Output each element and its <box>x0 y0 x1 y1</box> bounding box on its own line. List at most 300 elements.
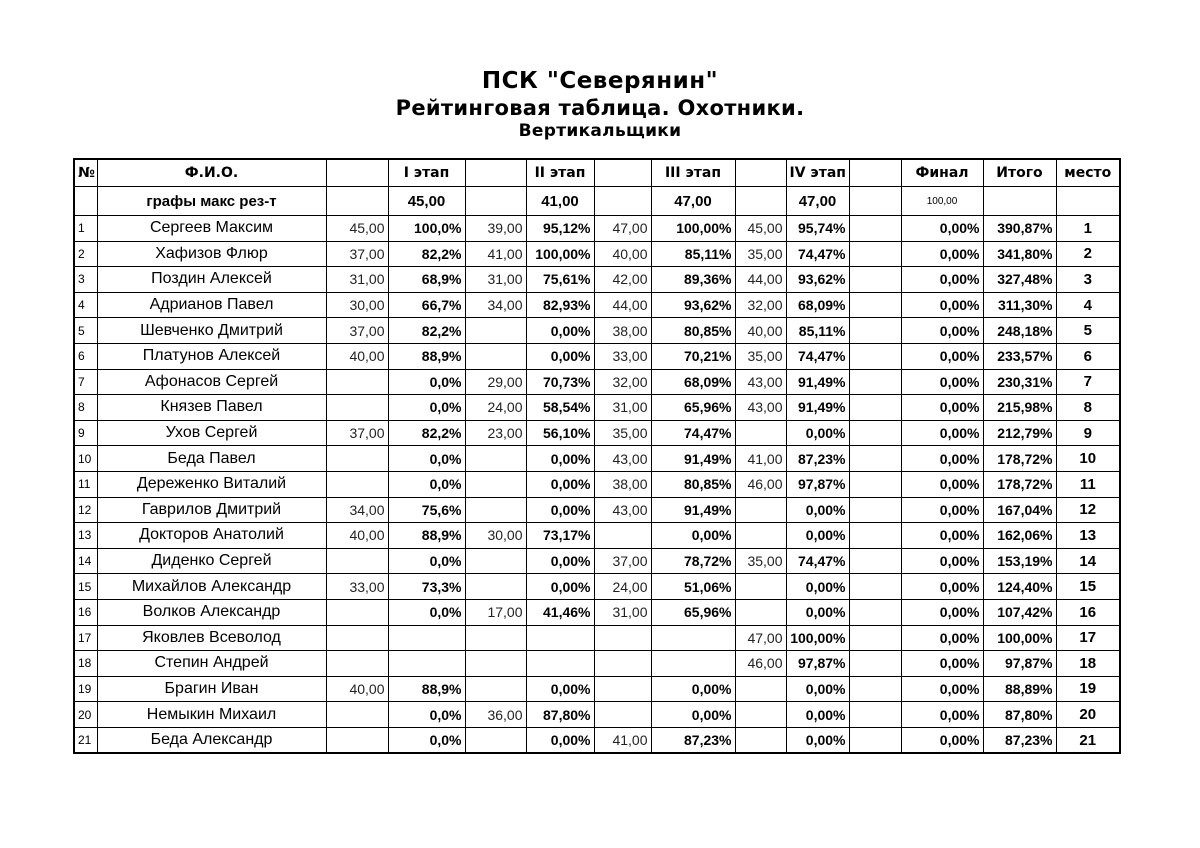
row-number: 3 <box>74 267 97 293</box>
stage4-score: 40,00 <box>735 318 786 344</box>
header-stage1: I этап <box>388 159 465 187</box>
stage1-percent: 66,7% <box>388 292 465 318</box>
stage4-percent: 74,47% <box>786 241 849 267</box>
total-percent: 215,98% <box>983 395 1056 421</box>
stage2-score <box>465 676 526 702</box>
participant-name: Шевченко Дмитрий <box>97 318 326 344</box>
stage4-percent: 100,00% <box>786 625 849 651</box>
stage3-score <box>594 676 651 702</box>
stage2-score: 23,00 <box>465 420 526 446</box>
max-number-cell <box>74 187 97 216</box>
max-final-score-cell <box>849 187 901 216</box>
row-number: 8 <box>74 395 97 421</box>
header-stage4: IV этап <box>786 159 849 187</box>
stage4-percent: 95,74% <box>786 216 849 242</box>
header-stage1-score <box>326 159 388 187</box>
stage4-score: 35,00 <box>735 241 786 267</box>
total-percent: 212,79% <box>983 420 1056 446</box>
participant-name: Князев Павел <box>97 395 326 421</box>
stage2-score: 29,00 <box>465 369 526 395</box>
stage2-percent: 73,17% <box>526 523 594 549</box>
final-score <box>849 727 901 753</box>
stage1-score: 40,00 <box>326 676 388 702</box>
final-score <box>849 369 901 395</box>
table-row <box>74 676 1120 702</box>
place: 5 <box>1056 318 1120 344</box>
table-row <box>74 599 1120 625</box>
final-percent: 0,00% <box>901 574 983 600</box>
stage4-percent: 74,47% <box>786 548 849 574</box>
category-title: Вертикальщики <box>518 121 682 141</box>
table-row <box>74 369 1120 395</box>
final-percent: 0,00% <box>901 702 983 728</box>
stage1-score: 31,00 <box>326 267 388 293</box>
final-percent: 0,00% <box>901 343 983 369</box>
place: 21 <box>1056 727 1120 753</box>
stage1-score: 37,00 <box>326 420 388 446</box>
stage1-score: 34,00 <box>326 497 388 523</box>
row-number: 20 <box>74 702 97 728</box>
stage2-percent: 0,00% <box>526 318 594 344</box>
stage3-percent <box>651 651 735 677</box>
stage3-score: 40,00 <box>594 241 651 267</box>
total-percent: 248,18% <box>983 318 1056 344</box>
place: 12 <box>1056 497 1120 523</box>
stage4-percent: 74,47% <box>786 343 849 369</box>
header-stage4-score <box>735 159 786 187</box>
stage3-score <box>594 625 651 651</box>
row-number: 19 <box>74 676 97 702</box>
stage1-percent: 0,0% <box>388 369 465 395</box>
place: 20 <box>1056 702 1120 728</box>
stage3-score: 43,00 <box>594 446 651 472</box>
participant-name: Платунов Алексей <box>97 343 326 369</box>
total-percent: 311,30% <box>983 292 1056 318</box>
participant-name: Немыкин Михаил <box>97 702 326 728</box>
participant-name: Афонасов Сергей <box>97 369 326 395</box>
max-place-cell <box>1056 187 1120 216</box>
place: 7 <box>1056 369 1120 395</box>
stage1-percent: 0,0% <box>388 395 465 421</box>
final-percent: 0,00% <box>901 471 983 497</box>
stage3-score: 31,00 <box>594 599 651 625</box>
participant-name: Степин Андрей <box>97 651 326 677</box>
place: 8 <box>1056 395 1120 421</box>
stage2-score <box>465 343 526 369</box>
stage3-percent: 93,62% <box>651 292 735 318</box>
final-percent: 0,00% <box>901 625 983 651</box>
stage2-percent: 56,10% <box>526 420 594 446</box>
stage3-percent <box>651 625 735 651</box>
stage4-score: 43,00 <box>735 369 786 395</box>
table-row <box>74 702 1120 728</box>
stage1-percent: 0,0% <box>388 727 465 753</box>
stage1-score: 40,00 <box>326 343 388 369</box>
stage3-percent: 0,00% <box>651 523 735 549</box>
max-stage4-score-cell <box>735 187 786 216</box>
stage2-score: 17,00 <box>465 599 526 625</box>
stage1-score: 37,00 <box>326 241 388 267</box>
stage3-percent: 89,36% <box>651 267 735 293</box>
stage3-score: 41,00 <box>594 727 651 753</box>
final-percent: 0,00% <box>901 420 983 446</box>
stage4-percent: 93,62% <box>786 267 849 293</box>
stage3-percent: 70,21% <box>651 343 735 369</box>
stage1-percent: 82,2% <box>388 241 465 267</box>
final-percent: 0,00% <box>901 676 983 702</box>
stage1-score <box>326 471 388 497</box>
max-stage4: 47,00 <box>786 187 849 216</box>
stage3-percent: 0,00% <box>651 702 735 728</box>
stage2-percent: 0,00% <box>526 676 594 702</box>
final-score <box>849 676 901 702</box>
table-row <box>74 625 1120 651</box>
total-percent: 390,87% <box>983 216 1056 242</box>
final-percent: 0,00% <box>901 497 983 523</box>
stage2-score: 34,00 <box>465 292 526 318</box>
stage4-score: 35,00 <box>735 343 786 369</box>
table-row <box>74 267 1120 293</box>
max-stage3-score-cell <box>594 187 651 216</box>
final-score <box>849 702 901 728</box>
stage3-percent: 65,96% <box>651 395 735 421</box>
place: 14 <box>1056 548 1120 574</box>
stage2-percent: 0,00% <box>526 574 594 600</box>
rating-table <box>73 158 1121 754</box>
total-percent: 100,00% <box>983 625 1056 651</box>
stage2-percent: 58,54% <box>526 395 594 421</box>
stage1-score <box>326 625 388 651</box>
header-total: Итого <box>983 159 1056 187</box>
stage4-score <box>735 702 786 728</box>
row-number: 12 <box>74 497 97 523</box>
stage2-score <box>465 318 526 344</box>
final-score <box>849 267 901 293</box>
participant-name: Ухов Сергей <box>97 420 326 446</box>
stage2-percent: 0,00% <box>526 497 594 523</box>
row-number: 7 <box>74 369 97 395</box>
stage1-score <box>326 446 388 472</box>
final-percent: 0,00% <box>901 727 983 753</box>
stage1-score <box>326 651 388 677</box>
stage3-percent: 0,00% <box>651 676 735 702</box>
stage1-percent: 88,9% <box>388 523 465 549</box>
stage2-score: 24,00 <box>465 395 526 421</box>
participant-name: Михайлов Александр <box>97 574 326 600</box>
participant-name: Брагин Иван <box>97 676 326 702</box>
final-score <box>849 625 901 651</box>
place: 10 <box>1056 446 1120 472</box>
participant-name: Беда Александр <box>97 727 326 753</box>
max-stage1: 45,00 <box>388 187 465 216</box>
stage3-percent: 74,47% <box>651 420 735 446</box>
stage2-percent <box>526 651 594 677</box>
total-percent: 327,48% <box>983 267 1056 293</box>
stage1-percent: 0,0% <box>388 599 465 625</box>
stage2-score <box>465 548 526 574</box>
header-stage2: II этап <box>526 159 594 187</box>
final-score <box>849 292 901 318</box>
final-percent: 0,00% <box>901 599 983 625</box>
stage3-score: 43,00 <box>594 497 651 523</box>
participant-name: Волков Александр <box>97 599 326 625</box>
place: 11 <box>1056 471 1120 497</box>
stage4-percent: 91,49% <box>786 369 849 395</box>
final-score <box>849 241 901 267</box>
final-score <box>849 216 901 242</box>
stage3-percent: 80,85% <box>651 471 735 497</box>
table-row <box>74 651 1120 677</box>
stage4-percent: 85,11% <box>786 318 849 344</box>
final-percent: 0,00% <box>901 446 983 472</box>
stage2-percent: 70,73% <box>526 369 594 395</box>
stage3-score: 47,00 <box>594 216 651 242</box>
stage1-percent: 0,0% <box>388 548 465 574</box>
row-number: 18 <box>74 651 97 677</box>
max-final: 100,00 <box>901 187 983 216</box>
final-percent: 0,00% <box>901 216 983 242</box>
header-place: место <box>1056 159 1120 187</box>
stage4-percent: 0,00% <box>786 497 849 523</box>
stage1-percent: 75,6% <box>388 497 465 523</box>
table-row <box>74 574 1120 600</box>
place: 6 <box>1056 343 1120 369</box>
final-percent: 0,00% <box>901 369 983 395</box>
row-number: 6 <box>74 343 97 369</box>
stage2-percent: 41,46% <box>526 599 594 625</box>
row-number: 16 <box>74 599 97 625</box>
row-number: 11 <box>74 471 97 497</box>
participant-name: Докторов Анатолий <box>97 523 326 549</box>
stage4-score: 47,00 <box>735 625 786 651</box>
stage1-percent: 68,9% <box>388 267 465 293</box>
club-title: ПСК "Северянин" <box>481 68 719 94</box>
row-number: 10 <box>74 446 97 472</box>
stage4-percent: 91,49% <box>786 395 849 421</box>
total-percent: 124,40% <box>983 574 1056 600</box>
final-score <box>849 395 901 421</box>
participant-name: Гаврилов Дмитрий <box>97 497 326 523</box>
stage3-score: 33,00 <box>594 343 651 369</box>
table-row <box>74 471 1120 497</box>
stage2-percent: 0,00% <box>526 471 594 497</box>
stage3-percent: 65,96% <box>651 599 735 625</box>
max-stage1-score-cell <box>326 187 388 216</box>
stage2-percent: 0,00% <box>526 343 594 369</box>
max-result-row <box>74 187 1120 216</box>
total-percent: 97,87% <box>983 651 1056 677</box>
stage4-score <box>735 497 786 523</box>
participant-name: Диденко Сергей <box>97 548 326 574</box>
participant-name: Сергеев Максим <box>97 216 326 242</box>
header-name: Ф.И.О. <box>97 159 326 187</box>
final-score <box>849 446 901 472</box>
max-stage3: 47,00 <box>651 187 735 216</box>
stage1-score <box>326 548 388 574</box>
stage3-percent: 91,49% <box>651 497 735 523</box>
header-number: № <box>74 159 97 187</box>
row-number: 2 <box>74 241 97 267</box>
stage3-percent: 80,85% <box>651 318 735 344</box>
stage1-percent: 0,0% <box>388 471 465 497</box>
stage3-score: 32,00 <box>594 369 651 395</box>
stage1-score <box>326 599 388 625</box>
stage1-percent <box>388 651 465 677</box>
row-number: 15 <box>74 574 97 600</box>
stage1-score <box>326 727 388 753</box>
table-row <box>74 318 1120 344</box>
row-number: 21 <box>74 727 97 753</box>
stage4-percent: 0,00% <box>786 420 849 446</box>
place: 4 <box>1056 292 1120 318</box>
stage3-score: 38,00 <box>594 471 651 497</box>
stage4-percent: 0,00% <box>786 523 849 549</box>
stage3-score: 42,00 <box>594 267 651 293</box>
final-score <box>849 574 901 600</box>
stage1-score: 40,00 <box>326 523 388 549</box>
total-percent: 178,72% <box>983 471 1056 497</box>
stage2-percent: 87,80% <box>526 702 594 728</box>
max-result-label: графы макс рез-т <box>97 187 326 216</box>
header-stage2-score <box>465 159 526 187</box>
stage1-score: 45,00 <box>326 216 388 242</box>
total-percent: 178,72% <box>983 446 1056 472</box>
final-percent: 0,00% <box>901 318 983 344</box>
final-score <box>849 343 901 369</box>
stage2-score: 41,00 <box>465 241 526 267</box>
stage4-score <box>735 523 786 549</box>
stage4-score <box>735 574 786 600</box>
stage4-score: 46,00 <box>735 471 786 497</box>
table-row <box>74 497 1120 523</box>
stage4-score <box>735 420 786 446</box>
table-subtitle: Рейтинговая таблица. Охотники. <box>395 96 805 120</box>
stage2-score: 36,00 <box>465 702 526 728</box>
stage2-score: 39,00 <box>465 216 526 242</box>
final-score <box>849 523 901 549</box>
stage1-percent: 0,0% <box>388 446 465 472</box>
stage2-score <box>465 625 526 651</box>
stage2-percent: 100,00% <box>526 241 594 267</box>
stage3-score <box>594 702 651 728</box>
place: 18 <box>1056 651 1120 677</box>
row-number: 5 <box>74 318 97 344</box>
table-row <box>74 446 1120 472</box>
stage4-score <box>735 676 786 702</box>
stage4-percent: 87,23% <box>786 446 849 472</box>
table-row <box>74 523 1120 549</box>
stage2-percent: 82,93% <box>526 292 594 318</box>
stage2-percent <box>526 625 594 651</box>
stage3-percent: 68,09% <box>651 369 735 395</box>
participant-name: Адрианов Павел <box>97 292 326 318</box>
stage2-score: 30,00 <box>465 523 526 549</box>
stage4-percent: 97,87% <box>786 651 849 677</box>
stage3-score: 31,00 <box>594 395 651 421</box>
place: 17 <box>1056 625 1120 651</box>
stage4-percent: 0,00% <box>786 702 849 728</box>
table-row <box>74 395 1120 421</box>
stage3-score <box>594 523 651 549</box>
final-score <box>849 651 901 677</box>
stage2-score <box>465 651 526 677</box>
participant-name: Яковлев Всеволод <box>97 625 326 651</box>
total-percent: 341,80% <box>983 241 1056 267</box>
total-percent: 87,80% <box>983 702 1056 728</box>
stage1-score: 30,00 <box>326 292 388 318</box>
header-final-score <box>849 159 901 187</box>
stage1-percent: 88,9% <box>388 676 465 702</box>
stage4-score: 32,00 <box>735 292 786 318</box>
total-percent: 107,42% <box>983 599 1056 625</box>
total-percent: 167,04% <box>983 497 1056 523</box>
table-row <box>74 216 1120 242</box>
header-final: Финал <box>901 159 983 187</box>
final-score <box>849 471 901 497</box>
stage2-percent: 95,12% <box>526 216 594 242</box>
final-score <box>849 420 901 446</box>
stage1-percent: 73,3% <box>388 574 465 600</box>
participant-name: Поздин Алексей <box>97 267 326 293</box>
final-percent: 0,00% <box>901 292 983 318</box>
stage1-percent: 100,0% <box>388 216 465 242</box>
participant-name: Хафизов Флюр <box>97 241 326 267</box>
stage1-percent: 82,2% <box>388 318 465 344</box>
stage4-score: 45,00 <box>735 216 786 242</box>
row-number: 14 <box>74 548 97 574</box>
stage4-percent: 0,00% <box>786 599 849 625</box>
place: 19 <box>1056 676 1120 702</box>
place: 1 <box>1056 216 1120 242</box>
total-percent: 153,19% <box>983 548 1056 574</box>
stage1-score <box>326 369 388 395</box>
stage4-percent: 68,09% <box>786 292 849 318</box>
stage1-score <box>326 395 388 421</box>
place: 16 <box>1056 599 1120 625</box>
stage3-percent: 51,06% <box>651 574 735 600</box>
table-row <box>74 420 1120 446</box>
stage2-score: 31,00 <box>465 267 526 293</box>
max-stage2: 41,00 <box>526 187 594 216</box>
final-score <box>849 599 901 625</box>
stage1-percent: 0,0% <box>388 702 465 728</box>
stage3-score: 35,00 <box>594 420 651 446</box>
row-number: 4 <box>74 292 97 318</box>
stage4-percent: 97,87% <box>786 471 849 497</box>
table-row <box>74 292 1120 318</box>
stage3-score: 24,00 <box>594 574 651 600</box>
total-percent: 233,57% <box>983 343 1056 369</box>
total-percent: 230,31% <box>983 369 1056 395</box>
table-row <box>74 343 1120 369</box>
stage2-percent: 0,00% <box>526 548 594 574</box>
stage4-percent: 0,00% <box>786 676 849 702</box>
stage2-score <box>465 471 526 497</box>
final-score <box>849 318 901 344</box>
stage4-score: 46,00 <box>735 651 786 677</box>
stage3-score: 38,00 <box>594 318 651 344</box>
stage3-percent: 78,72% <box>651 548 735 574</box>
place: 3 <box>1056 267 1120 293</box>
table-row <box>74 241 1120 267</box>
final-percent: 0,00% <box>901 395 983 421</box>
stage1-percent: 88,9% <box>388 343 465 369</box>
total-percent: 162,06% <box>983 523 1056 549</box>
stage1-score: 37,00 <box>326 318 388 344</box>
stage1-percent: 82,2% <box>388 420 465 446</box>
stage3-percent: 85,11% <box>651 241 735 267</box>
stage4-percent: 0,00% <box>786 727 849 753</box>
